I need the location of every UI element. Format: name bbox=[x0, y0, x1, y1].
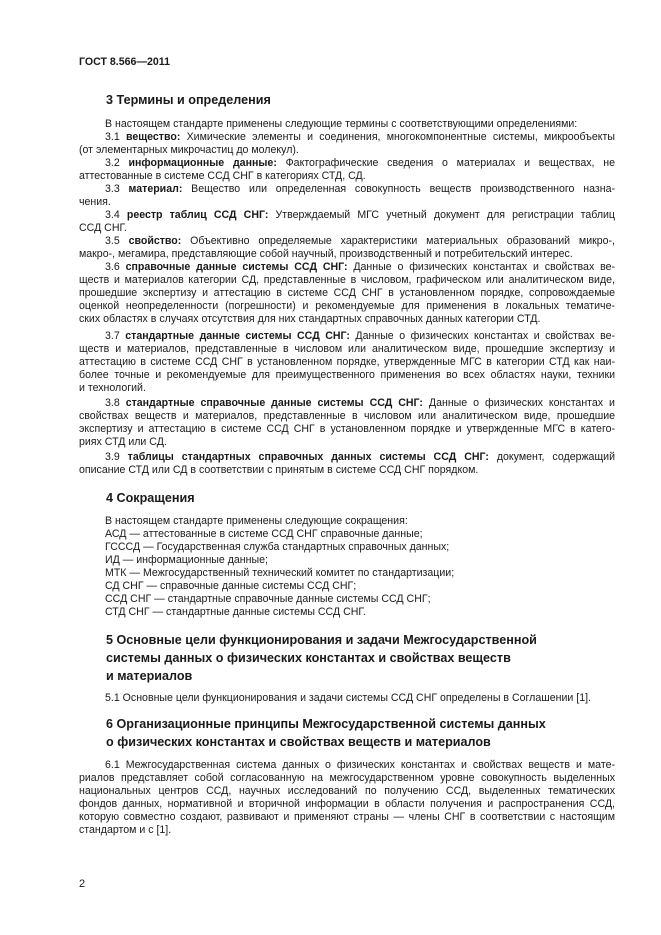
text-line bbox=[79, 170, 615, 183]
text-line bbox=[105, 261, 615, 274]
text-segment: 3.4 bbox=[105, 209, 127, 221]
term-label: реестр таблиц ССД СНГ: bbox=[126, 209, 269, 221]
text-line bbox=[79, 343, 615, 356]
text-segment: национальных центров ССД, научных исследований по получению ССД, выделенных тематических bbox=[79, 785, 615, 797]
text-line bbox=[79, 369, 615, 382]
text-segment: СД СНГ — справочные данные системы ССД СНГ; bbox=[105, 580, 357, 592]
section-heading bbox=[106, 633, 606, 648]
text-line bbox=[79, 248, 615, 261]
text-line bbox=[105, 528, 615, 541]
section-heading bbox=[106, 735, 606, 750]
text-segment: 3.1 bbox=[105, 131, 126, 143]
text-line bbox=[79, 423, 615, 436]
text-line bbox=[79, 287, 615, 300]
text-segment: Объективно определяемые характеристики материальных образований микро-, bbox=[181, 235, 616, 247]
text-segment: системы данных о физических константах и свойствах веществ bbox=[106, 651, 511, 665]
term-label: свойство: bbox=[128, 235, 182, 247]
text-segment: 3.6 bbox=[105, 261, 126, 273]
text-line bbox=[79, 356, 615, 369]
text-segment: Утверждаемый МГС учетный документ для регистрации таблиц bbox=[268, 209, 616, 221]
text-line bbox=[79, 798, 615, 811]
text-segment: В настоящем стандарте применены следующие сокращения: bbox=[105, 515, 408, 527]
text-line bbox=[79, 274, 615, 287]
text-segment: ССД СНГ. bbox=[79, 222, 127, 234]
text-segment: 3.9 bbox=[105, 451, 128, 463]
text-segment: 5.1 Основные цели функционирования и задачи системы ССД СНГ определены в Соглашении [1]. bbox=[105, 692, 591, 704]
text-line bbox=[105, 209, 615, 222]
text-line bbox=[105, 541, 615, 554]
text-segment: 3.8 bbox=[105, 397, 126, 409]
text-segment: о физических константах и свойствах веществ и материалов bbox=[106, 735, 491, 749]
text-segment: 3.5 bbox=[105, 235, 129, 247]
term-label: справочные данные системы ССД СНГ: bbox=[125, 261, 348, 273]
text-segment: документ, содержащий bbox=[488, 451, 616, 463]
text-segment: стандартом и с [1]. bbox=[79, 824, 172, 836]
text-segment: АСД — аттестованные в системе ССД СНГ справочные данные; bbox=[105, 528, 423, 540]
text-segment: и технологий. bbox=[79, 382, 146, 394]
text-segment: 4 Сокращения bbox=[106, 491, 195, 505]
text-line bbox=[79, 222, 615, 235]
text-segment: ССД СНГ — стандартные справочные данные системы ССД СНГ; bbox=[105, 593, 431, 605]
text-line bbox=[105, 567, 615, 580]
text-line bbox=[79, 313, 615, 326]
text-line bbox=[105, 330, 615, 343]
text-line bbox=[79, 785, 615, 798]
text-segment: оценкой неопределенности (погрешности) и рекомендуемые для применения в локальных тематиче- bbox=[79, 300, 615, 312]
text-segment: которую совместно создают, развивают и применяют страны — члены СНГ в соответствии с настоящим bbox=[79, 811, 615, 823]
text-segment: ИД — информационные данные; bbox=[105, 554, 268, 566]
term-label: информационные данные: bbox=[128, 157, 277, 169]
text-line bbox=[105, 235, 615, 248]
text-line bbox=[105, 157, 615, 170]
term-label: таблицы стандартных справочных данных системы ССД СНГ: bbox=[127, 451, 489, 463]
text-segment: аттестованные в системе ССД СНГ в категориях СТД, СД. bbox=[79, 170, 366, 182]
text-line bbox=[105, 515, 615, 528]
text-line bbox=[105, 554, 615, 567]
term-label: стандартные справочные данные системы ССД СНГ: bbox=[125, 397, 423, 409]
text-segment: аттестацию в системе ССД СНГ в установленном порядке, утвержденные МГС в категории СТД как наи- bbox=[79, 356, 615, 368]
text-line bbox=[105, 118, 615, 131]
text-line bbox=[105, 131, 615, 144]
text-segment: свойствах веществ и материалов, представленные в числовом или аналитическом виде, прошедшие bbox=[79, 410, 615, 422]
text-segment: риях СТД или СД. bbox=[79, 436, 167, 448]
text-segment: Вещество или определенная совокупность веществ производственного назна- bbox=[182, 183, 615, 195]
text-line bbox=[105, 692, 615, 705]
text-segment: 6 Организационные принципы Межгосударственной системы данных bbox=[106, 717, 546, 731]
section-heading bbox=[106, 491, 606, 506]
text-line bbox=[105, 606, 615, 619]
page-number: 2 bbox=[79, 878, 86, 890]
text-line bbox=[105, 183, 615, 196]
text-line bbox=[79, 824, 615, 837]
section-heading bbox=[106, 93, 606, 108]
text-segment: Химические элементы и соединения, многокомпонентные системы, микрообъекты bbox=[180, 131, 615, 143]
text-segment: (от элементарных микрочастиц до молекул). bbox=[79, 144, 299, 156]
text-segment: чения. bbox=[79, 196, 111, 208]
text-segment: Данные о физических константах и свойствах ве- bbox=[349, 330, 616, 342]
text-segment: 3.3 bbox=[105, 183, 129, 195]
text-line bbox=[79, 772, 615, 785]
text-segment: ГСССД — Государственная служба стандартных справочных данных; bbox=[105, 541, 450, 553]
text-segment: 3 Термины и определения bbox=[106, 93, 271, 107]
text-segment: Фактографические сведения о материалах и веществах, не bbox=[276, 157, 615, 169]
text-segment: СТД СНГ — стандартные данные системы ССД СНГ. bbox=[105, 606, 366, 618]
text-segment: прошедшие экспертизу и аттестацию в системе ССД СНГ в установленном порядке, сопровождаемые bbox=[79, 287, 615, 299]
text-line bbox=[79, 382, 615, 395]
text-segment: ГОСТ 8.566—2011 bbox=[79, 56, 170, 68]
term-label: стандартные данные системы ССД СНГ: bbox=[125, 330, 350, 342]
text-line bbox=[79, 811, 615, 824]
section-heading bbox=[106, 717, 606, 732]
text-line bbox=[79, 464, 615, 477]
text-segment: 3.7 bbox=[105, 330, 126, 342]
text-segment: фондов данных, нормативной и вторичной информации в области получения и распространения ССД, bbox=[79, 798, 615, 810]
text-line bbox=[105, 397, 615, 410]
text-segment: Данные о физических константах и bbox=[422, 397, 615, 409]
text-line bbox=[79, 144, 615, 157]
text-line bbox=[105, 451, 615, 464]
text-line bbox=[105, 759, 615, 772]
text-line bbox=[79, 410, 615, 423]
text-segment: ществ и материалов категории СД, представленные в числовом, графическом или аналитическом виде, bbox=[79, 274, 615, 286]
text-line bbox=[79, 300, 615, 313]
text-line bbox=[105, 593, 615, 606]
text-segment: более точные и рекомендуемые для преимущественного применения во всех областях науки, техники bbox=[79, 369, 615, 381]
document-header bbox=[79, 56, 615, 69]
term-label: материал: bbox=[128, 183, 183, 195]
text-segment: 6.1 Межгосударственная система данных о физических константах и свойствах веществ и мате- bbox=[105, 759, 615, 771]
text-line bbox=[79, 436, 615, 449]
text-segment: В настоящем стандарте применены следующие термины с соответствующими определениями: bbox=[105, 118, 578, 130]
text-segment: 3.2 bbox=[105, 157, 129, 169]
text-segment: 5 Основные цели функционирования и задачи Межгосударственной bbox=[106, 633, 537, 647]
text-segment: и материалов bbox=[106, 669, 193, 683]
text-segment: экспертизу и аттестацию в системе ССД СНГ в установленном порядке и утвержденные МГС в катего- bbox=[79, 423, 615, 435]
text-segment: риалов представляет собой согласованную на межгосударственном уровне совокупность выделенных bbox=[79, 772, 615, 784]
text-segment: макро-, мегамира, представляющие собой научный, производственный и потребительский интерес. bbox=[79, 248, 573, 260]
section-heading bbox=[106, 669, 606, 684]
text-line bbox=[79, 196, 615, 209]
text-segment: Данные о физических константах и свойствах ве- bbox=[347, 261, 616, 273]
text-segment: ских областях в случаях отсутствия для них стандартных справочных данных категории СТД. bbox=[79, 313, 541, 325]
text-line bbox=[105, 580, 615, 593]
text-segment: описание СТД или СД в соответствии с принятым в системе ССД СНГ порядком. bbox=[79, 464, 479, 476]
text-segment: ществ и материалов, представленные в числовом или аналитическом виде, прошедшие экспертизу и bbox=[79, 343, 615, 355]
term-label: вещество: bbox=[125, 131, 181, 143]
text-segment: МТК — Межгосударственный технический комитет по стандартизации; bbox=[105, 567, 455, 579]
section-heading bbox=[106, 651, 606, 666]
